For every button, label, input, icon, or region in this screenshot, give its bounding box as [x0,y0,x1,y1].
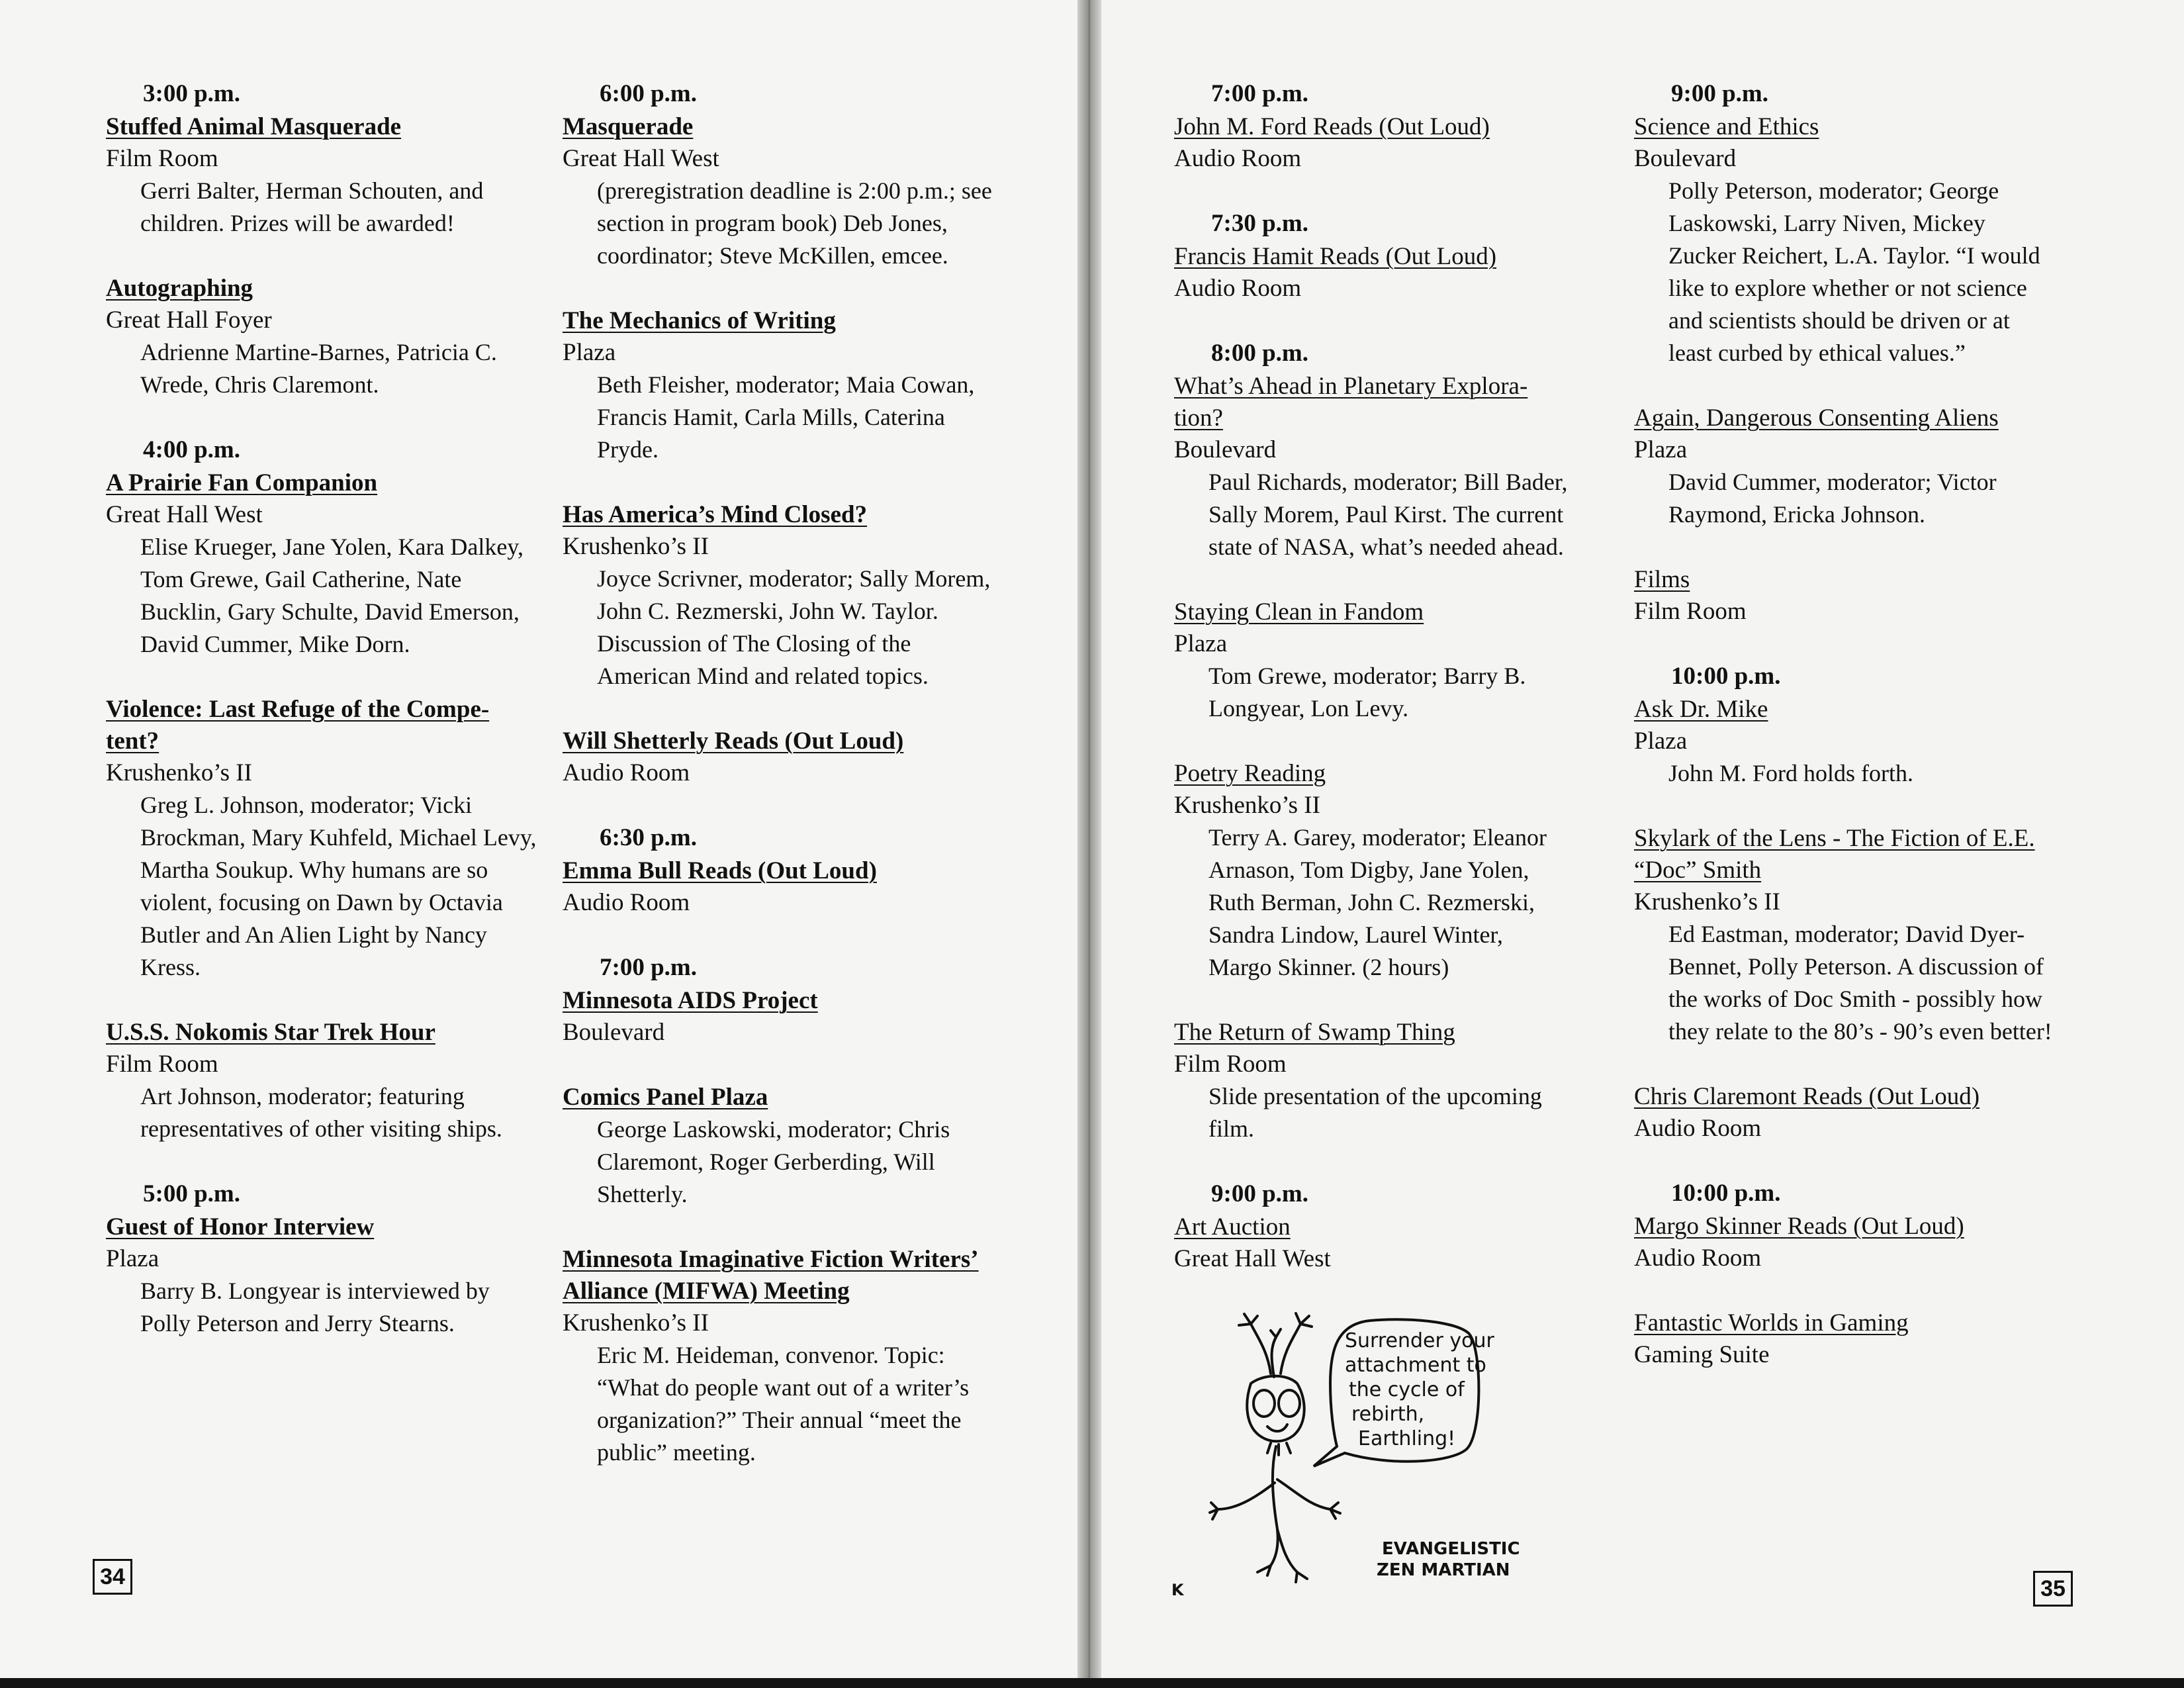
entry-spacer [1634,531,2058,564]
schedule-entry [1174,596,1571,725]
schedule-entry [1174,758,1571,984]
session-description: David Cummer, moderator; Victor Raymond, Ericka Johnson. [1668,469,1997,528]
entry-spacer [1634,1274,2058,1307]
session-title: Comics Panel Plaza [563,1084,768,1111]
schedule-entry [1634,1178,2058,1274]
session-title: Skylark of the Lens - The Fiction of E.E. “Doc” Smith [1634,825,2035,884]
session-time: 7:30 p.m. [1211,210,1308,237]
session-description: Greg L. Johnson, moderator; Vicki Brockman, Mary Kuhfeld, Michael Levy, Martha Soukup. Why humans are so violent, focusing on Dawn by Octavia Butler and An Alien Light by Nancy Kress. [140,792,537,980]
schedule-entry [563,305,993,466]
session-title: Autographing [106,275,253,302]
entry-spacer [563,789,993,822]
session-title: Staying Clean in Fandom [1174,598,1424,626]
schedule-entry [563,499,993,692]
entry-spacer [563,692,993,726]
session-description: Paul Richards, moderator; Bill Bader, Sally Morem, Paul Kirst. The current state of NASA, what’s needed ahead. [1208,469,1568,560]
session-description: Gerri Balter, Herman Schouten, and children. Prizes will be awarded! [140,177,484,236]
session-time: 5:00 p.m. [143,1180,240,1207]
session-description: Tom Grewe, moderator; Barry B. Longyear, Lon Levy. [1208,663,1526,722]
schedule-entry [106,1017,543,1145]
schedule-entry [1634,823,2058,1048]
session-room: Film Room [106,145,218,172]
session-title: Minnesota AIDS Project [563,987,818,1014]
session-title: Francis Hamit Reads (Out Loud) [1174,243,1497,270]
speech-line: the cycle of [1349,1378,1465,1401]
session-description: Slide presentation of the upcoming film. [1208,1083,1542,1142]
cartoon-caption: EVANGELISTIC [1382,1539,1520,1559]
entry-spacer [1634,628,2058,661]
session-time: 10:00 p.m. [1671,1180,1781,1207]
session-room: Krushenko’s II [106,759,252,786]
entry-spacer [1634,1048,2058,1081]
session-title: Violence: Last Refuge of the Compe- tent? [106,696,490,755]
session-description: John M. Ford holds forth. [1668,760,1914,786]
schedule-entry [563,952,993,1049]
entry-spacer [106,401,543,434]
session-room: Audio Room [1634,1244,1762,1272]
session-title: Fantastic Worlds in Gaming [1634,1309,1909,1336]
schedule-entry [1634,1307,2058,1371]
schedule-entry [106,1178,543,1340]
speech-line: Surrender your [1345,1329,1494,1352]
session-description: Terry A. Garey, moderator; Eleanor Arnason, Tom Digby, Jane Yolen, Ruth Berman, John C. Rezmerski, Sandra Lindow, Laurel Winter, Margo Skinner. (2 hours) [1208,824,1547,980]
session-time: 6:30 p.m. [600,824,697,851]
entry-spacer [106,661,543,694]
entry-spacer [1174,305,1571,338]
session-room: Audio Room [563,759,690,786]
session-room: Krushenko’s II [563,1309,709,1336]
session-room: Audio Room [1174,145,1302,172]
session-title: Again, Dangerous Consenting Aliens [1634,404,1999,432]
schedule-entry [1174,1017,1571,1145]
session-time: 9:00 p.m. [1671,80,1768,107]
session-description: Elise Krueger, Jane Yolen, Kara Dalkey, Tom Grewe, Gail Catherine, Nate Bucklin, Gary Schulte, David Emerson, David Cummer, Mike Dorn. [140,534,524,657]
schedule-entry [1634,661,2058,790]
schedule-entry [1174,78,1571,175]
page-number: 34 [93,1559,132,1595]
session-title: Has America’s Mind Closed? [563,501,868,528]
speech-line: attachment to [1345,1354,1486,1377]
entry-spacer [563,1211,993,1244]
session-time: 9:00 p.m. [1211,1180,1308,1207]
left-page-column-2 [563,78,993,1469]
entry-spacer [106,984,543,1017]
schedule-entry [106,78,543,240]
session-room: Film Room [106,1051,218,1078]
entry-spacer [1174,563,1571,596]
schedule-entry [1634,1081,2058,1145]
session-room: Plaza [1174,630,1228,657]
session-room: Plaza [1634,727,1688,755]
speech-line: rebirth, [1351,1403,1425,1426]
entry-spacer [1174,725,1571,758]
session-description: Beth Fleisher, moderator; Maia Cowan, Francis Hamit, Carla Mills, Caterina Pryde. [597,371,975,463]
cartoon-caption: ZEN MARTIAN [1377,1560,1510,1580]
session-title: Films [1634,566,1690,593]
session-title: Stuffed Animal Masquerade [106,113,402,140]
entry-spacer [1634,369,2058,402]
session-time: 8:00 p.m. [1211,340,1308,367]
right-page-column-1 [1174,78,1571,1275]
schedule-entry [1634,402,2058,531]
session-room: Plaza [1634,436,1688,463]
session-title: Emma Bull Reads (Out Loud) [563,857,877,884]
session-room: Great Hall Foyer [106,306,272,334]
session-description: Art Johnson, moderator; featuring representatives of other visiting ships. [140,1083,502,1142]
session-time: 10:00 p.m. [1671,663,1781,690]
schedule-entry [1174,1178,1571,1275]
session-room: Plaza [563,339,616,366]
session-room: Great Hall West [106,501,263,528]
session-room: Film Room [1174,1051,1287,1078]
schedule-entry [1174,338,1571,563]
session-title: Will Shetterly Reads (Out Loud) [563,727,904,755]
schedule-entry [563,1244,993,1469]
page-number: 35 [2033,1571,2073,1607]
schedule-entry [1174,208,1571,305]
book-gutter [1077,0,1101,1678]
session-description: Polly Peterson, moderator; George Laskowski, Larry Niven, Mickey Zucker Reichert, L.A. Taylor. “I would like to explore whether or not science and scientists should be driven or at least curbed by ethical values.” [1668,177,2040,366]
session-title: What’s Ahead in Planetary Explora- tion? [1174,373,1528,432]
session-room: Great Hall West [1174,1245,1331,1272]
left-page-column-1 [106,78,543,1340]
session-description: Joyce Scrivner, moderator; Sally Morem, John C. Rezmerski, John W. Taylor. Discussion of The Closing of the American Mind and related topics. [597,565,991,689]
schedule-entry [563,726,993,789]
session-room: Great Hall West [563,145,719,172]
session-room: Boulevard [1174,436,1277,463]
session-time: 7:00 p.m. [600,954,697,981]
session-room: Film Room [1634,598,1747,625]
martian-cartoon [1171,1311,1569,1609]
entry-spacer [1174,984,1571,1017]
entry-spacer [563,919,993,952]
session-title: U.S.S. Nokomis Star Trek Hour [106,1019,435,1046]
session-description: Eric M. Heideman, convenor. Topic: “What do people want out of a writer’s organization?” Their annual “meet the public” meeting. [597,1342,970,1466]
session-title: Masquerade [563,113,694,140]
schedule-entry [1634,564,2058,628]
schedule-entry [1634,78,2058,369]
left-page [0,0,1077,1678]
schedule-entry [106,694,543,984]
session-room: Krushenko’s II [1174,792,1320,819]
session-room: Plaza [106,1245,159,1272]
session-description: Ed Eastman, moderator; David Dyer-Bennet, Polly Peterson. A discussion of the works of Doc Smith - possibly how they relate to the 80’s - 90’s even better! [1668,921,2052,1045]
session-description: Barry B. Longyear is interviewed by Polly Peterson and Jerry Stearns. [140,1278,490,1336]
session-room: Audio Room [1634,1115,1762,1142]
entry-spacer [563,1049,993,1082]
session-description: (preregistration deadline is 2:00 p.m.; see section in program book) Deb Jones, coordinator; Steve McKillen, emcee. [597,177,992,269]
session-title: The Mechanics of Writing [563,307,836,334]
entry-spacer [1174,175,1571,208]
entry-spacer [106,1145,543,1178]
scan-edge [0,1678,2184,1688]
entry-spacer [106,240,543,273]
entry-spacer [563,272,993,305]
session-time: 3:00 p.m. [143,80,240,107]
schedule-entry [106,434,543,661]
session-title: Art Auction [1174,1213,1291,1241]
session-description: George Laskowski, moderator; Chris Claremont, Roger Gerberding, Will Shetterly. [597,1116,950,1207]
session-description: Adrienne Martine-Barnes, Patricia C. Wrede, Chris Claremont. [140,339,497,398]
schedule-entry [563,822,993,919]
session-room: Boulevard [1634,145,1737,172]
session-time: 7:00 p.m. [1211,80,1308,107]
session-room: Audio Room [1174,275,1302,302]
session-title: A Prairie Fan Companion [106,469,378,496]
session-room: Boulevard [563,1019,665,1046]
entry-spacer [1634,790,2058,823]
session-time: 6:00 p.m. [600,80,697,107]
session-title: Guest of Honor Interview [106,1213,375,1241]
entry-spacer [563,466,993,499]
schedule-entry [563,78,993,272]
right-page-column-2 [1634,78,2058,1371]
session-title: Ask Dr. Mike [1634,696,1768,723]
entry-spacer [1174,1145,1571,1178]
session-title: Margo Skinner Reads (Out Loud) [1634,1213,1964,1240]
session-room: Krushenko’s II [1634,888,1780,915]
session-title: John M. Ford Reads (Out Loud) [1174,113,1490,140]
speech-line: Earthling! [1358,1427,1456,1450]
session-title: Science and Ethics [1634,113,1819,140]
entry-spacer [1634,1145,2058,1178]
artist-signature: K [1171,1581,1184,1599]
session-time: 4:00 p.m. [143,436,240,463]
session-room: Krushenko’s II [563,533,709,560]
session-title: Poetry Reading [1174,760,1326,787]
schedule-entry [563,1082,993,1211]
session-room: Audio Room [563,889,690,916]
session-title: Minnesota Imaginative Fiction Writers’ Alliance (MIFWA) Meeting [563,1246,979,1305]
session-title: Chris Claremont Reads (Out Loud) [1634,1083,1980,1110]
schedule-entry [106,273,543,401]
session-room: Gaming Suite [1634,1341,1770,1368]
session-title: The Return of Swamp Thing [1174,1019,1455,1046]
